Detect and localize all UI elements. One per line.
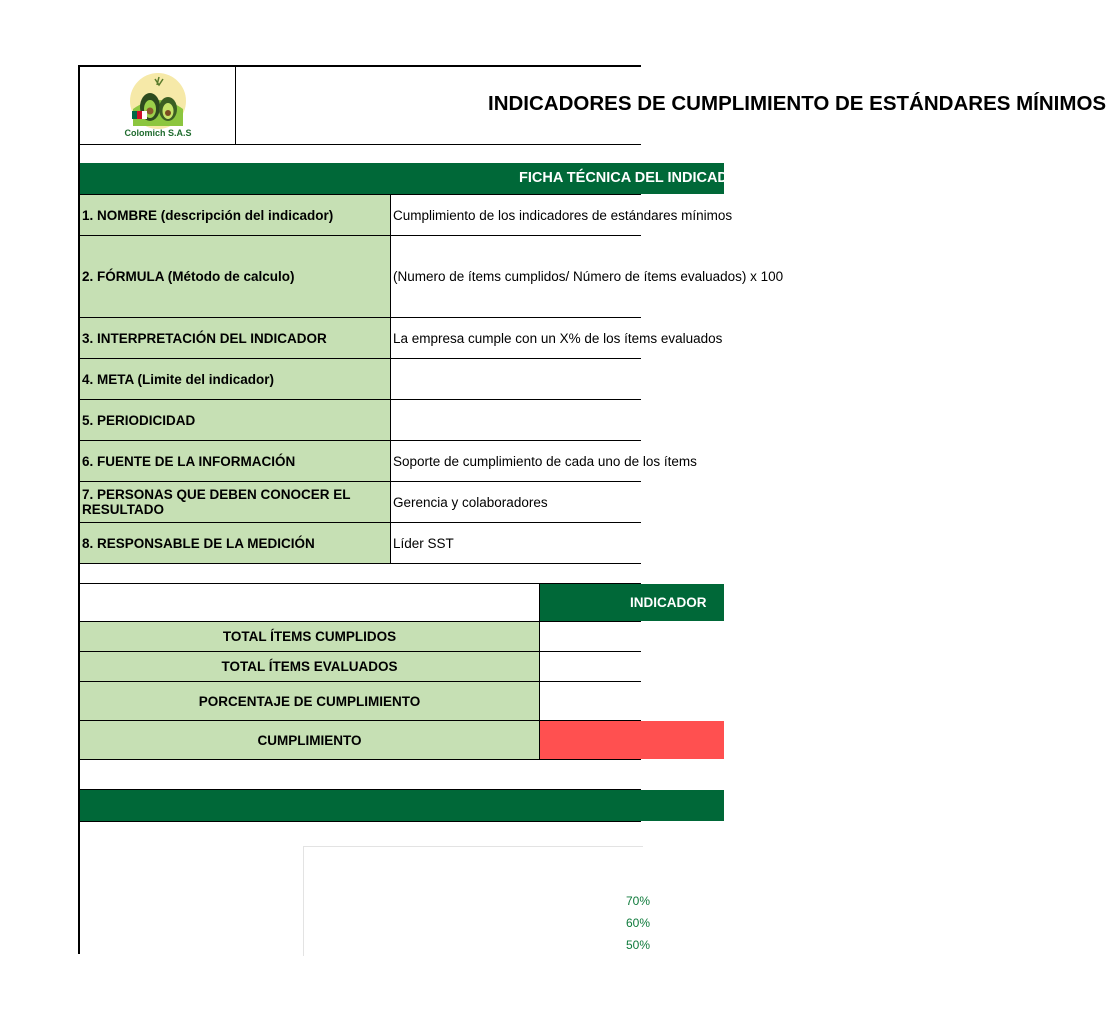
ficha-label-periodicidad: 5. PERIODICIDAD: [80, 400, 390, 440]
ficha-value-nombre[interactable]: Cumplimiento de los indicadores de estándares mínimos: [393, 207, 733, 223]
results-value-evaluados[interactable]: [540, 652, 641, 681]
ficha-value-periodicidad[interactable]: [391, 400, 641, 440]
chart-title-bar: [80, 790, 641, 821]
results-status-cell[interactable]: [540, 721, 641, 759]
y-tick-label: 50%: [626, 938, 651, 952]
indicator-header-bar: [540, 584, 707, 621]
ficha-label-fuente: 6. FUENTE DE LA INFORMACIÓN: [80, 441, 390, 481]
ficha-label-responsable: 8. RESPONSABLE DE LA MEDICIÓN: [80, 523, 390, 563]
results-label-cumplimiento: CUMPLIMIENTO: [80, 721, 539, 759]
chart-svg: [304, 847, 651, 957]
ficha-label-interpretacion: 3. INTERPRETACIÓN DEL INDICADOR: [80, 318, 390, 358]
ficha-value-interpretacion[interactable]: La empresa cumple con un X% de los ítems evaluados: [393, 330, 723, 346]
logo-company-name: Colomich S.A.S: [123, 127, 192, 138]
ficha-value-personas[interactable]: Gerencia y colaboradores: [393, 494, 548, 510]
y-tick-label: 60%: [626, 916, 651, 930]
results-value-porcentaje[interactable]: [540, 682, 641, 720]
ficha-label-formula: 2. FÓRMULA (Método de calculo): [80, 236, 390, 317]
company-logo: [123, 71, 193, 141]
ficha-value-responsable[interactable]: Líder SST: [393, 535, 454, 551]
ficha-label-personas: 7. PERSONAS QUE DEBEN CONOCER EL RESULTADO: [80, 482, 390, 522]
ficha-value-fuente[interactable]: Soporte de cumplimiento de cada uno de los ítems: [393, 453, 697, 469]
results-label-cumplidos: TOTAL ÍTEMS CUMPLIDOS: [80, 622, 539, 651]
logo-cell: [80, 67, 235, 144]
ficha-label-meta: 4. META (Limite del indicador): [80, 359, 390, 399]
ficha-title: FICHA TÉCNICA DEL INDICADOR: [519, 170, 750, 186]
status-cell-ext: [641, 721, 724, 759]
indicator-header: INDICADOR: [630, 595, 707, 610]
results-label-porcentaje: PORCENTAJE DE CUMPLIMIENTO: [80, 682, 539, 720]
ficha-value-meta[interactable]: [391, 359, 641, 399]
y-tick-label: 70%: [626, 894, 651, 908]
ficha-title-bar: [80, 163, 750, 194]
ficha-label-nombre: 1. NOMBRE (descripción del indicador): [80, 195, 390, 235]
page-title: INDICADORES DE CUMPLIMIENTO DE ESTÁNDARES MÍNIMOS: [488, 92, 1106, 115]
chart-title-bar-ext: [641, 790, 724, 821]
chart-area[interactable]: [303, 846, 651, 956]
ficha-value-formula[interactable]: (Numero de ítems cumplidos/ Número de ítems evaluados) x 100: [393, 269, 784, 284]
results-label-evaluados: TOTAL ÍTEMS EVALUADOS: [80, 652, 539, 681]
results-value-cumplidos[interactable]: [540, 622, 641, 651]
